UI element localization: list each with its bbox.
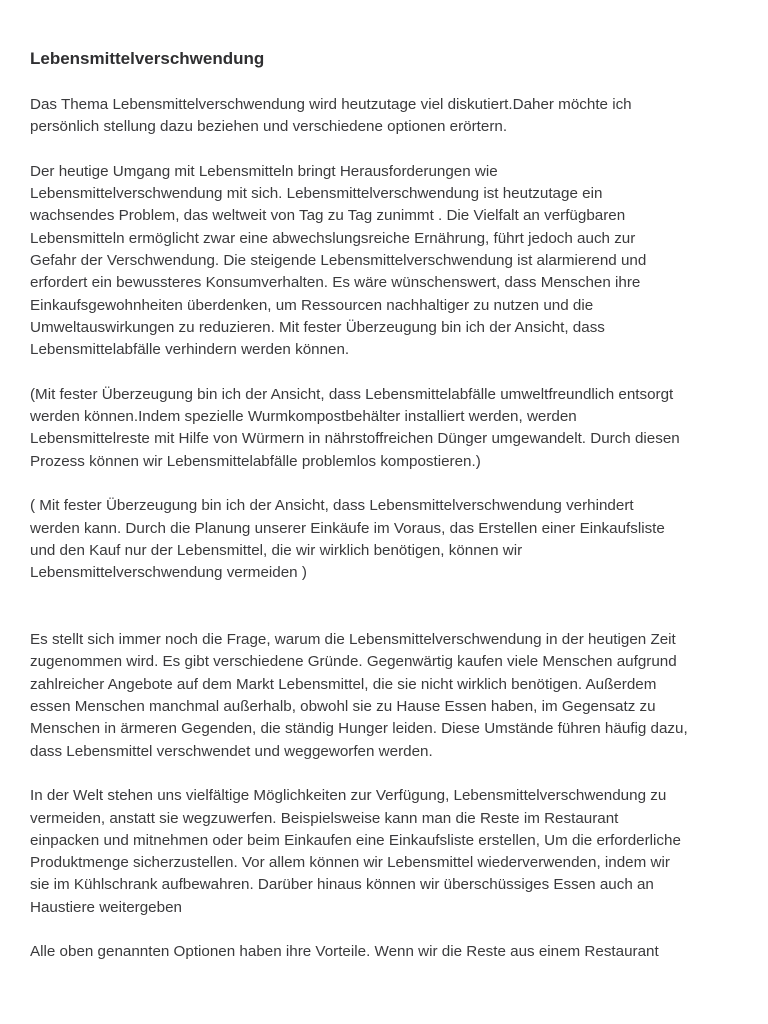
paragraph-prevention: ( Mit fester Überzeugung bin ich der Ansicht, dass Lebensmittelverschwendung verhindert werden kann. Durch die Planung unserer Einkäufe im Voraus, das Erstellen einer Einkaufsliste und den Kauf nur der Lebensmittel, die wir wirklich benötigen, können wir Lebensmittelverschwendung vermeiden ) [30, 497, 665, 582]
document-title: Lebensmittelverschwendung [30, 49, 265, 68]
paragraph-options: In der Welt stehen uns vielfältige Möglichkeiten zur Verfügung, Lebensmittelverschwendung zu vermeiden, anstatt sie wegzuwerfen. Beispielsweise kann man die Reste im Restaurant einpacken und mitnehmen oder beim Einkaufen eine Einkaufsliste erstellen, Um die erforderliche Produktmenge sicherzustellen. Vor allem können wir Lebensmittel wiederverwenden, indem wir sie im Kühlschrank aufbewahren. Darüber hinaus können wir überschüssiges Essen auch an Haustiere weitergeben [30, 787, 681, 916]
paragraph-challenges: Der heutige Umgang mit Lebensmitteln bringt Herausforderungen wie Lebensmittelverschwendung mit sich. Lebensmittelverschwendung ist heutzutage ein wachsendes Problem, das weltweit von Tag zu Tag zunimmt . Die Vielfalt an verfügbaren Lebensmitteln ermöglicht zwar eine abwechslungsreiche Ernährung, führt jedoch auch zur Gefahr der Verschwendung. Die steigende Lebensmittelverschwendung ist alarmierend und erfordert ein bewussteres Konsumverhalten. Es wäre wünschenswert, dass Menschen ihre Einkaufsgewohnheiten überdenken, um Ressourcen nachhaltiger zu nutzen und die Umweltauswirkungen zu reduzieren. Mit fester Überzeugung bin ich der Ansicht, dass Lebensmittelabfälle verhindern werden können. [30, 162, 647, 359]
paragraph-intro: Das Thema Lebensmittelverschwendung wird heutzutage viel diskutiert.Daher möchte ich persönlich stellung dazu beziehen und verschiedene optionen erörtern. [30, 96, 632, 136]
paragraph-composting: (Mit fester Überzeugung bin ich der Ansicht, dass Lebensmittelabfälle umweltfreundlich entsorgt werden können.Indem spezielle Wurmkompostbehälter installiert werden, werden Lebensmittelreste mit Hilfe von Würmern in nährstoffreichen Dünger umgewandelt. Durch diesen Prozess können wir Lebensmittelabfälle problemlos kompostieren.) [30, 385, 680, 470]
paragraph-reasons: Es stellt sich immer noch die Frage, warum die Lebensmittelverschwendung in der heutigen Zeit zugenommen wird. Es gibt verschiedene Gründe. Gegenwärtig kaufen viele Menschen aufgrund zahlreicher Angebote auf dem Markt Lebensmittel, die sie nicht wirklich benötigen. Außerdem essen Menschen manchmal außerhalb, obwohl sie zu Hause Essen haben, im Gegensatz zu Menschen in ärmeren Gegenden, die ständig Hunger leiden. Diese Umstände führen häufig dazu, dass Lebensmittel verschwendet und weggeworfen werden. [30, 631, 688, 760]
paragraph-conclusion: Alle oben genannten Optionen haben ihre Vorteile. Wenn wir die Reste aus einem Restaurant [30, 943, 659, 961]
